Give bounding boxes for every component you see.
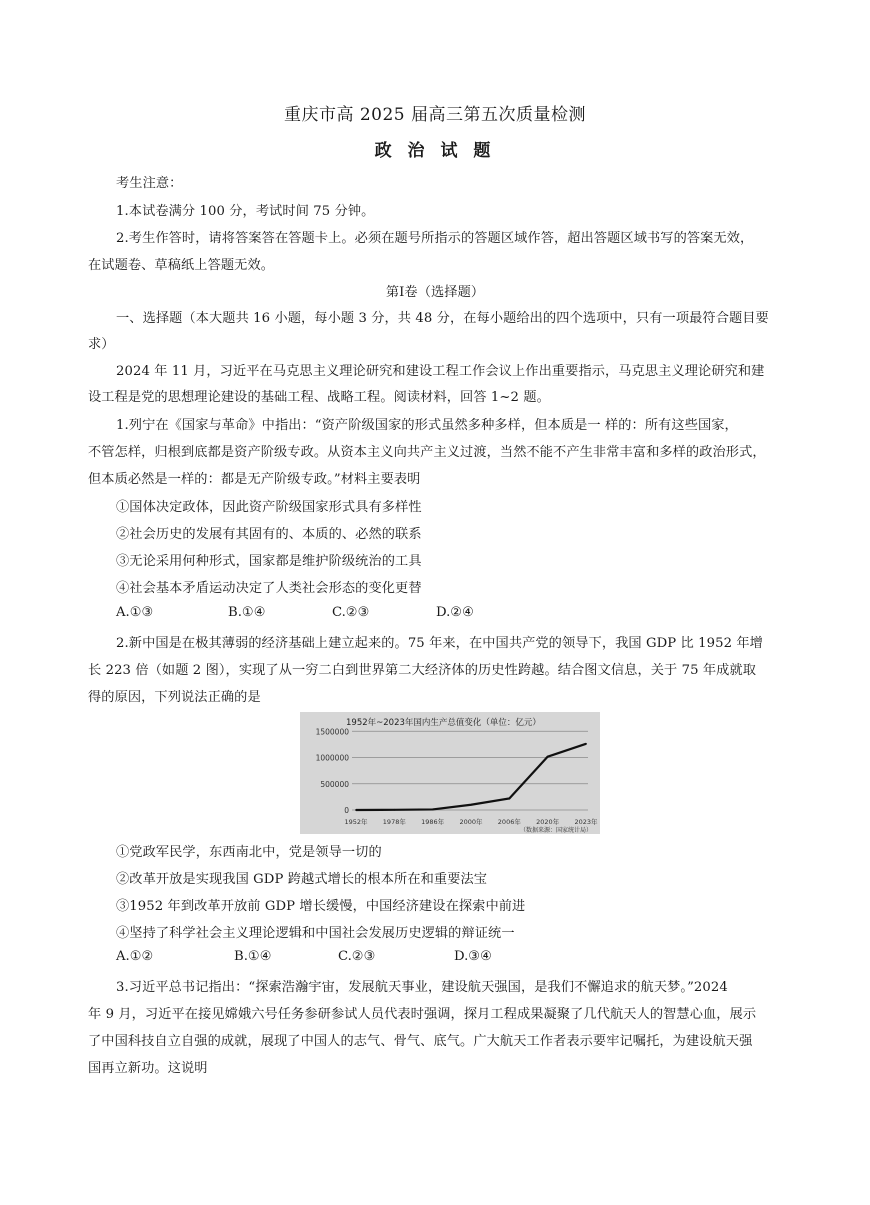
x-tick-label: 1952年	[344, 818, 368, 826]
q1-options	[116, 605, 474, 620]
x-tick-label: 2020年	[536, 818, 560, 826]
q1-statement-1: ①国体决定政体，因此资产阶级国家形式具有多样性	[116, 500, 422, 515]
q3-stem-line-2: 年 9 月，习近平在接见嫦娥六号任务参研参试人员代表时强调，探月工程成果凝聚了几代航天人的智慧心血，展示	[88, 1007, 757, 1022]
q2-statement-3: ③1952 年到改革开放前 GDP 增长缓慢，中国经济建设在探索中前进	[116, 899, 526, 914]
gdp-series-line	[356, 744, 586, 810]
q1-option-c[interactable]: C.②③	[332, 605, 370, 620]
q2-options	[116, 949, 492, 964]
x-tick-label: 2000年	[459, 818, 483, 826]
gdp-data-point	[432, 809, 434, 811]
notice-item-2-line-1: 2.考生作答时，请将答案答在答题卡上。必须在题号所指示的答题区域作答，超出答题区域书写的答案无效，	[116, 231, 754, 246]
q2-option-a[interactable]: A.①②	[116, 949, 154, 964]
q2-option-c[interactable]: C.②③	[338, 949, 376, 964]
x-tick-label: 1978年	[382, 818, 406, 826]
exam-title: 重庆市高 2025 届高三第五次质量检测	[283, 105, 587, 125]
q1-statement-2: ②社会历史的发展有其固有的、本质的、必然的联系	[116, 527, 422, 542]
x-tick-label: 2006年	[497, 818, 521, 826]
y-tick-label: 1000000	[315, 753, 349, 763]
x-tick-label: 2023年	[574, 818, 598, 826]
q3-stem-line-1: 3.习近平总书记指出：“探索浩瀚宇宙，发展航天事业，建设航天强国，是我们不懈追求的航天梦。”2024	[116, 980, 728, 995]
q2-statement-2: ②改革开放是实现我国 GDP 跨越式增长的根本所在和重要法宝	[116, 872, 488, 887]
q1-statement-3: ③无论采用何种形式，国家都是维护阶级统治的工具	[116, 554, 422, 569]
y-tick-label: 1500000	[315, 727, 349, 737]
y-tick-label: 0	[344, 806, 349, 815]
gdp-data-point	[547, 756, 549, 758]
gdp-data-point	[393, 809, 395, 811]
q2-stem-line-3: 得的原因，下列说法正确的是	[88, 690, 261, 705]
gdp-data-point	[355, 809, 357, 811]
q1-stem-line-2: 不管怎样，归根到底都是资产阶级专政。从资本主义向共产主义过渡，当然不能不产生非常丰富和多样的政治形式，	[88, 445, 766, 460]
q2-statement-1: ①党政军民学，东西南北中，党是领导一切的	[116, 845, 382, 860]
section-intro-line-2: 求）	[88, 337, 115, 352]
notice-item-1: 1.本试卷满分 100 分，考试时间 75 分钟。	[116, 204, 375, 219]
q1-stem-line-3: 但本质必然是一样的：都是无产阶级专政。”材料主要表明	[88, 472, 421, 487]
q1-stem-line-1: 1.列宁在《国家与革命》中指出：“资产阶级国家的形式虽然多种多样，但本质是一 样的：所有这些国家，	[116, 418, 738, 433]
notice-heading: 考生注意：	[116, 176, 183, 191]
q1-option-d[interactable]: D.②④	[436, 605, 474, 620]
y-tick-label: 500000	[320, 779, 349, 789]
q1-option-b[interactable]: B.①④	[228, 605, 266, 620]
q1-option-a[interactable]: A.①③	[116, 605, 154, 620]
q2-option-d[interactable]: D.③④	[454, 949, 492, 964]
section-title: 第Ⅰ卷（选择题）	[385, 285, 485, 300]
gdp-data-point	[470, 804, 472, 806]
chart-source: （数据来源：国家统计局）	[519, 827, 592, 834]
gdp-chart-svg	[300, 712, 600, 834]
section-intro-line-1: 一、选择题（本大题共 16 小题，每小题 3 分，共 48 分，在每小题给出的四个选项中，只有一项最符合题目要	[116, 311, 769, 326]
q2-stem-line-1: 2.新中国是在极其薄弱的经济基础上建立起来的。75 年来，在中国共产党的领导下，我国 GDP 比 1952 年增	[116, 636, 763, 651]
gdp-chart	[300, 712, 600, 834]
q2-stem-line-2: 长 223 倍（如题 2 图），实现了从一穷二白到世界第二大经济体的历史性跨越。结合图文信息，关于 75 年成就取	[88, 663, 757, 678]
q2-option-b[interactable]: B.①④	[234, 949, 272, 964]
material-line-1: 2024 年 11 月，习近平在马克思主义理论研究和建设工程工作会议上作出重要指示，马克思主义理论研究和建	[116, 364, 765, 379]
material-line-2: 设工程是党的思想理论建设的基础工程、战略工程。阅读材料，回答 1~2 题。	[88, 390, 550, 405]
q3-stem-line-3: 了中国科技自立自强的成就，展现了中国人的志气、骨气、底气。广大航天工作者表示要牢记嘱托，为建设航天强	[88, 1034, 753, 1049]
subject-title: 政 治 试 题	[374, 141, 496, 161]
gdp-data-point	[585, 743, 587, 745]
notice-item-2-line-2: 在试题卷、草稿纸上答题无效。	[88, 258, 275, 273]
chart-title: 1952年~2023年国内生产总值变化（单位：亿元）	[346, 718, 541, 728]
q2-statement-4: ④坚持了科学社会主义理论逻辑和中国社会发展历史逻辑的辩证统一	[116, 926, 515, 941]
q3-stem-line-4: 国再立新功。这说明	[88, 1061, 208, 1076]
x-tick-label: 1986年	[421, 818, 445, 826]
q1-statement-4: ④社会基本矛盾运动决定了人类社会形态的变化更替	[116, 581, 422, 596]
gdp-data-point	[508, 798, 510, 800]
